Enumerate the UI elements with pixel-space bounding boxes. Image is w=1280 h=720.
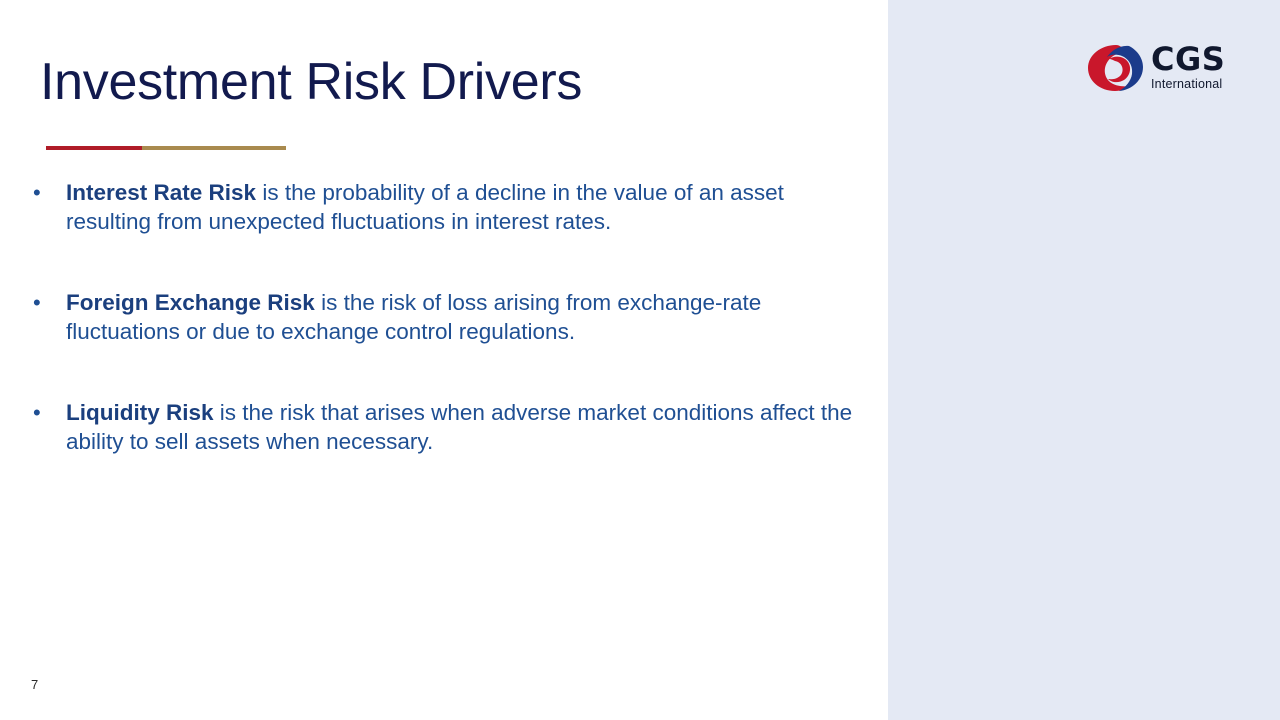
list-item-lead: Foreign Exchange Risk	[66, 290, 315, 315]
logo-primary-text: CGS	[1151, 40, 1226, 78]
list-item-lead: Interest Rate Risk	[66, 180, 257, 205]
right-side-panel	[888, 0, 1280, 720]
list-item-body: is the risk that arises when adverse market conditions affect the ability to sell assets when necessary.	[66, 400, 853, 454]
logo-secondary-text: International	[1151, 77, 1223, 91]
bullet-marker-icon: •	[33, 400, 41, 425]
list-item	[28, 398, 868, 456]
cgs-swirl-icon	[1085, 42, 1147, 94]
logo-wordmark	[1151, 42, 1247, 91]
page-title: Investment Risk Drivers	[40, 53, 583, 111]
bullet-list	[28, 178, 868, 508]
list-item-text	[66, 398, 868, 456]
list-item-text	[66, 178, 868, 236]
rule-segment-gold	[142, 146, 286, 150]
list-item	[28, 178, 868, 236]
rule-segment-red	[46, 146, 142, 150]
title-underline-rule	[46, 146, 286, 150]
bullet-marker-icon: •	[33, 180, 41, 205]
list-item-body: is the risk of loss arising from exchange-rate fluctuations or due to exchange control regulations.	[66, 290, 762, 344]
list-item-lead: Liquidity Risk	[66, 400, 214, 425]
bullet-marker-icon: •	[33, 290, 41, 315]
list-item	[28, 288, 868, 346]
cgs-international-logo	[1085, 38, 1245, 100]
list-item-body: is the probability of a decline in the value of an asset resulting from unexpected fluctuations in interest rates.	[66, 180, 784, 234]
list-item-text	[66, 288, 868, 346]
page-number: 7	[31, 677, 39, 692]
